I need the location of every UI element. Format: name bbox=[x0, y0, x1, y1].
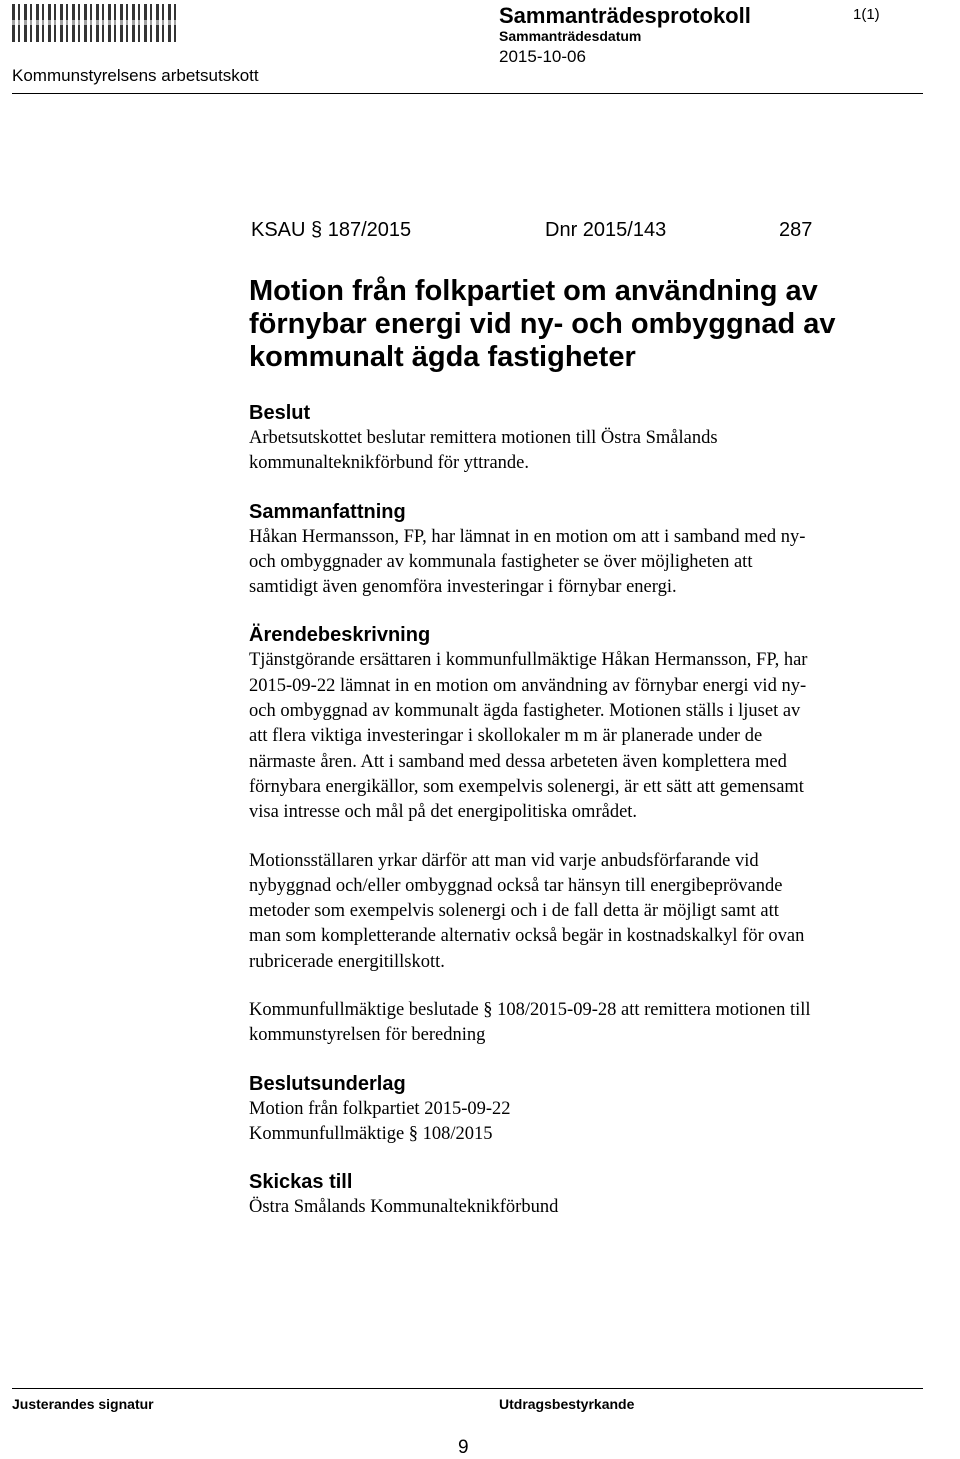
section-heading: Beslutsunderlag bbox=[249, 1072, 406, 1095]
section-beslutsunderlag bbox=[249, 1071, 921, 1148]
title-line: kommunalt ägda fastigheter bbox=[249, 341, 636, 373]
text-line: nybyggnad och/eller ombyggnad också tar hänsyn till energibeprövande bbox=[249, 875, 783, 896]
section-beslut bbox=[249, 400, 921, 477]
diary-number: Dnr 2015/143 bbox=[545, 219, 667, 241]
text-line: kommunstyrelsen för beredning bbox=[249, 1025, 486, 1046]
section-heading: Skickas till bbox=[249, 1171, 353, 1194]
text-line: närmaste åren. Att i samband med dessa arbeteten även komplettera med bbox=[249, 751, 787, 772]
text-line: Kommunfullmäktige § 108/2015 bbox=[249, 1123, 493, 1144]
organization-name: Kommunstyrelsens arbetsutskott bbox=[12, 66, 259, 85]
text-line: Motionsställaren yrkar därför att man vid varje anbudsförfarande vid bbox=[249, 850, 759, 871]
document-body bbox=[249, 400, 921, 1221]
text-line: man som kompletterande alternativ också begär in kostnadskalkyl för ovan bbox=[249, 926, 805, 947]
header-divider bbox=[12, 93, 923, 94]
text-line: Motion från folkpartiet 2015-09-22 bbox=[249, 1098, 511, 1119]
text-line: att flera viktiga investeringar i skollokaler m m är planerade under de bbox=[249, 726, 763, 747]
section-heading: Sammanfattning bbox=[249, 500, 406, 523]
section-skickas-till bbox=[249, 1169, 921, 1220]
text-line: metoder som exempelvis solenergi och i de fall detta är möjligt samt att bbox=[249, 901, 779, 922]
text-line: visa intresse och mål på det energipolitiska området. bbox=[249, 802, 638, 823]
section-heading: Ärendebeskrivning bbox=[249, 624, 431, 647]
municipality-logo bbox=[12, 4, 178, 42]
section-heading: Beslut bbox=[249, 402, 311, 424]
section-text bbox=[249, 1097, 921, 1148]
footer-divider bbox=[12, 1388, 923, 1389]
section-text bbox=[249, 426, 921, 477]
text-line: förnybara energikällor, som exempelvis solenergi, är ett sätt att gemensamt bbox=[249, 776, 804, 797]
signature-label: Justerandes signatur bbox=[12, 1396, 154, 1412]
case-number: KSAU § 187/2015 bbox=[251, 219, 412, 241]
text-line: Tjänstgörande ersättaren i kommunfullmäktige Håkan Hermansson, FP, har bbox=[249, 650, 808, 671]
title-line: förnybar energi vid ny- och ombyggnad av bbox=[249, 308, 836, 340]
page-indicator: 1(1) bbox=[853, 6, 880, 23]
paragraph-number: 287 bbox=[779, 219, 813, 241]
meeting-date: 2015-10-06 bbox=[499, 47, 586, 66]
certification-label: Utdragsbestyrkande bbox=[499, 1396, 635, 1412]
text-line: Östra Smålands Kommunalteknikförbund bbox=[249, 1197, 559, 1218]
text-line: Kommunfullmäktige beslutade § 108/2015-09-28 att remittera motionen till bbox=[249, 1000, 811, 1021]
section-paragraph bbox=[249, 648, 921, 825]
section-text bbox=[249, 525, 921, 601]
section-text bbox=[249, 1195, 921, 1220]
section-sammanfattning bbox=[249, 499, 921, 601]
text-line: och ombyggnader av kommunala fastigheter se över möjligheten att bbox=[249, 551, 753, 572]
text-line: samtidigt även genomföra investeringar i förnybar energi. bbox=[249, 577, 677, 598]
page-number: 9 bbox=[458, 1437, 469, 1458]
text-line: kommunalteknikförbund för yttrande. bbox=[249, 453, 530, 474]
text-line: Håkan Hermansson, FP, har lämnat in en motion om att i samband med ny- bbox=[249, 526, 806, 547]
document-type-title: Sammanträdesprotokoll bbox=[499, 3, 751, 28]
text-line: 2015-09-22 lämnat in en motion om användning av förnybar energi vid ny- bbox=[249, 675, 807, 696]
matter-title bbox=[249, 275, 889, 374]
section-arendebeskrivning bbox=[249, 622, 921, 1048]
text-line: rubricerade energitillskott. bbox=[249, 951, 445, 972]
meeting-date-label: Sammanträdesdatum bbox=[499, 28, 642, 44]
text-line: Arbetsutskottet beslutar remittera motionen till Östra Smålands bbox=[249, 428, 718, 448]
text-line: och ombyggnad av kommunalt ägda fastigheter. Motionen ställs i ljuset av bbox=[249, 701, 801, 722]
title-line: Motion från folkpartiet om användning av bbox=[249, 275, 818, 307]
section-paragraph bbox=[249, 998, 921, 1049]
section-paragraph bbox=[249, 849, 921, 975]
